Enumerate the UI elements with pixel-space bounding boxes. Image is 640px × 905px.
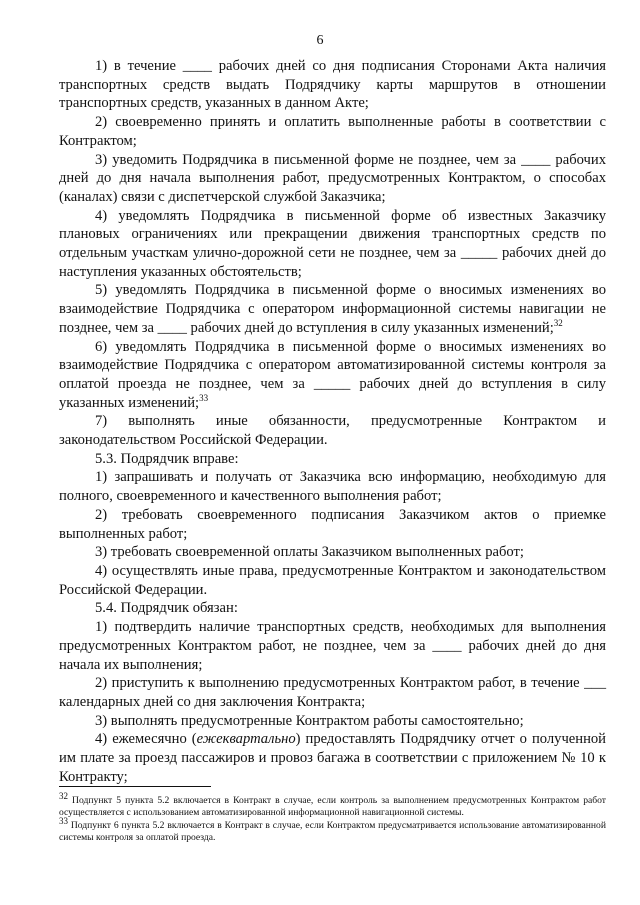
clause-5-2-5: 5) уведомлять Подрядчика в письменной форме о вносимых изменениях во взаимодействие Подрядчика с оператором информационной системы навигации не позднее, чем за ____ рабочих дней до вступления в силу указанных изменений;$^{32}$ <box>59 282 606 336</box>
clause-5-4-3: 3) выполнять предусмотренные Контрактом работы самостоятельно; <box>95 712 524 729</box>
footnote-33: $^{33}$ Подпункт 6 пункта 5.2 включается в Контракт в случае, если Контрактом предусматривается использование автоматизированной системы контроля за оплатой проезда. <box>59 815 606 844</box>
footnote-ref-32: 32 <box>553 317 563 328</box>
footnotes <box>59 790 606 845</box>
clause-5-3-2: 2) требовать своевременного подписания Заказчиком актов о приемке выполненных работ; <box>59 506 606 542</box>
clause-5-2-6: 6) уведомлять Подрядчика в письменной форме о вносимых изменениях во взаимодействие Подрядчика с оператором автоматизированной системы контроля за оплатой проезда не позднее, чем за _____ рабочих дней до вступления в силу указанных изменений;$^{33}$ <box>59 338 606 411</box>
clause-5-2-4: 4) уведомлять Подрядчика в письменной форме об известных Заказчику плановых ограничениях или прекращении движения транспортных средств по отдельным участкам улично-дорожной сети не позднее, чем за _____ рабочих дней до наступления указанных обстоятельств; <box>59 207 606 280</box>
clause-5-3-4: 4) осуществлять иные права, предусмотренные Контрактом и законодательством Российской Федерации. <box>59 562 606 598</box>
footnote-32: $^{32}$ Подпункт 5 пункта 5.2 включается в Контракт в случае, если контроль за выполнением предусмотренных Контрактом работ осуществляется с использованием автоматизированной информационной навигационной системы. <box>59 790 606 819</box>
page-number: 6 <box>316 33 324 48</box>
section-5-3-heading: 5.3. Подрядчик вправе: <box>95 450 239 467</box>
clause-5-2-2: 2) своевременно принять и оплатить выполненные работы в соответствии с Контрактом; <box>59 114 606 149</box>
clause-5-4-2: 2) приступить к выполнению предусмотренных Контрактом работ, в течение ___ календарных дней со дня заключения Контракта; <box>59 675 606 710</box>
section-5-4-heading: 5.4. Подрядчик обязан: <box>95 600 238 617</box>
clause-5-4-4: 4) ежемесячно (ежеквартально) предоставлять Подрядчику отчет о полученной им плате за проезд пассажиров и провоз багажа в соответствии с приложением № 10 к Контракту; <box>59 731 606 785</box>
clause-5-3-3: 3) требовать своевременной оплаты Заказчиком выполненных работ; <box>95 544 524 561</box>
clause-5-2-7: 7) выполнять иные обязанности, предусмотренные Контрактом и законодательством Российской Федерации. <box>59 413 606 449</box>
clause-5-4-1: 1) подтвердить наличие транспортных средств, необходимых для выполнения предусмотренных Контрактом работ, не позднее, чем за ____ рабочих дней до дня начала их выполнения; <box>59 619 606 673</box>
footnote-ref-33: 33 <box>199 392 209 403</box>
clause-5-2-3: 3) уведомить Подрядчика в письменной форме не позднее, чем за ____ рабочих дней до дня начала выполнения работ, предусмотренных Контрактом, о способах (каналах) связи с диспетчерской службой Заказчика; <box>59 151 606 205</box>
contract-body <box>59 57 606 786</box>
emphasis-quarterly: ежеквартально <box>196 731 296 748</box>
clause-5-2-1: 1) в течение ____ рабочих дней со дня подписания Сторонами Акта наличия транспортных средств выдать Подрядчику карты маршрутов в отношении транспортных средств, указанных в данном Акте; <box>59 58 606 112</box>
footnote-separator <box>59 786 211 787</box>
clause-5-3-1: 1) запрашивать и получать от Заказчика всю информацию, необходимую для полного, своевременного и качественного выполнения работ; <box>59 469 606 505</box>
